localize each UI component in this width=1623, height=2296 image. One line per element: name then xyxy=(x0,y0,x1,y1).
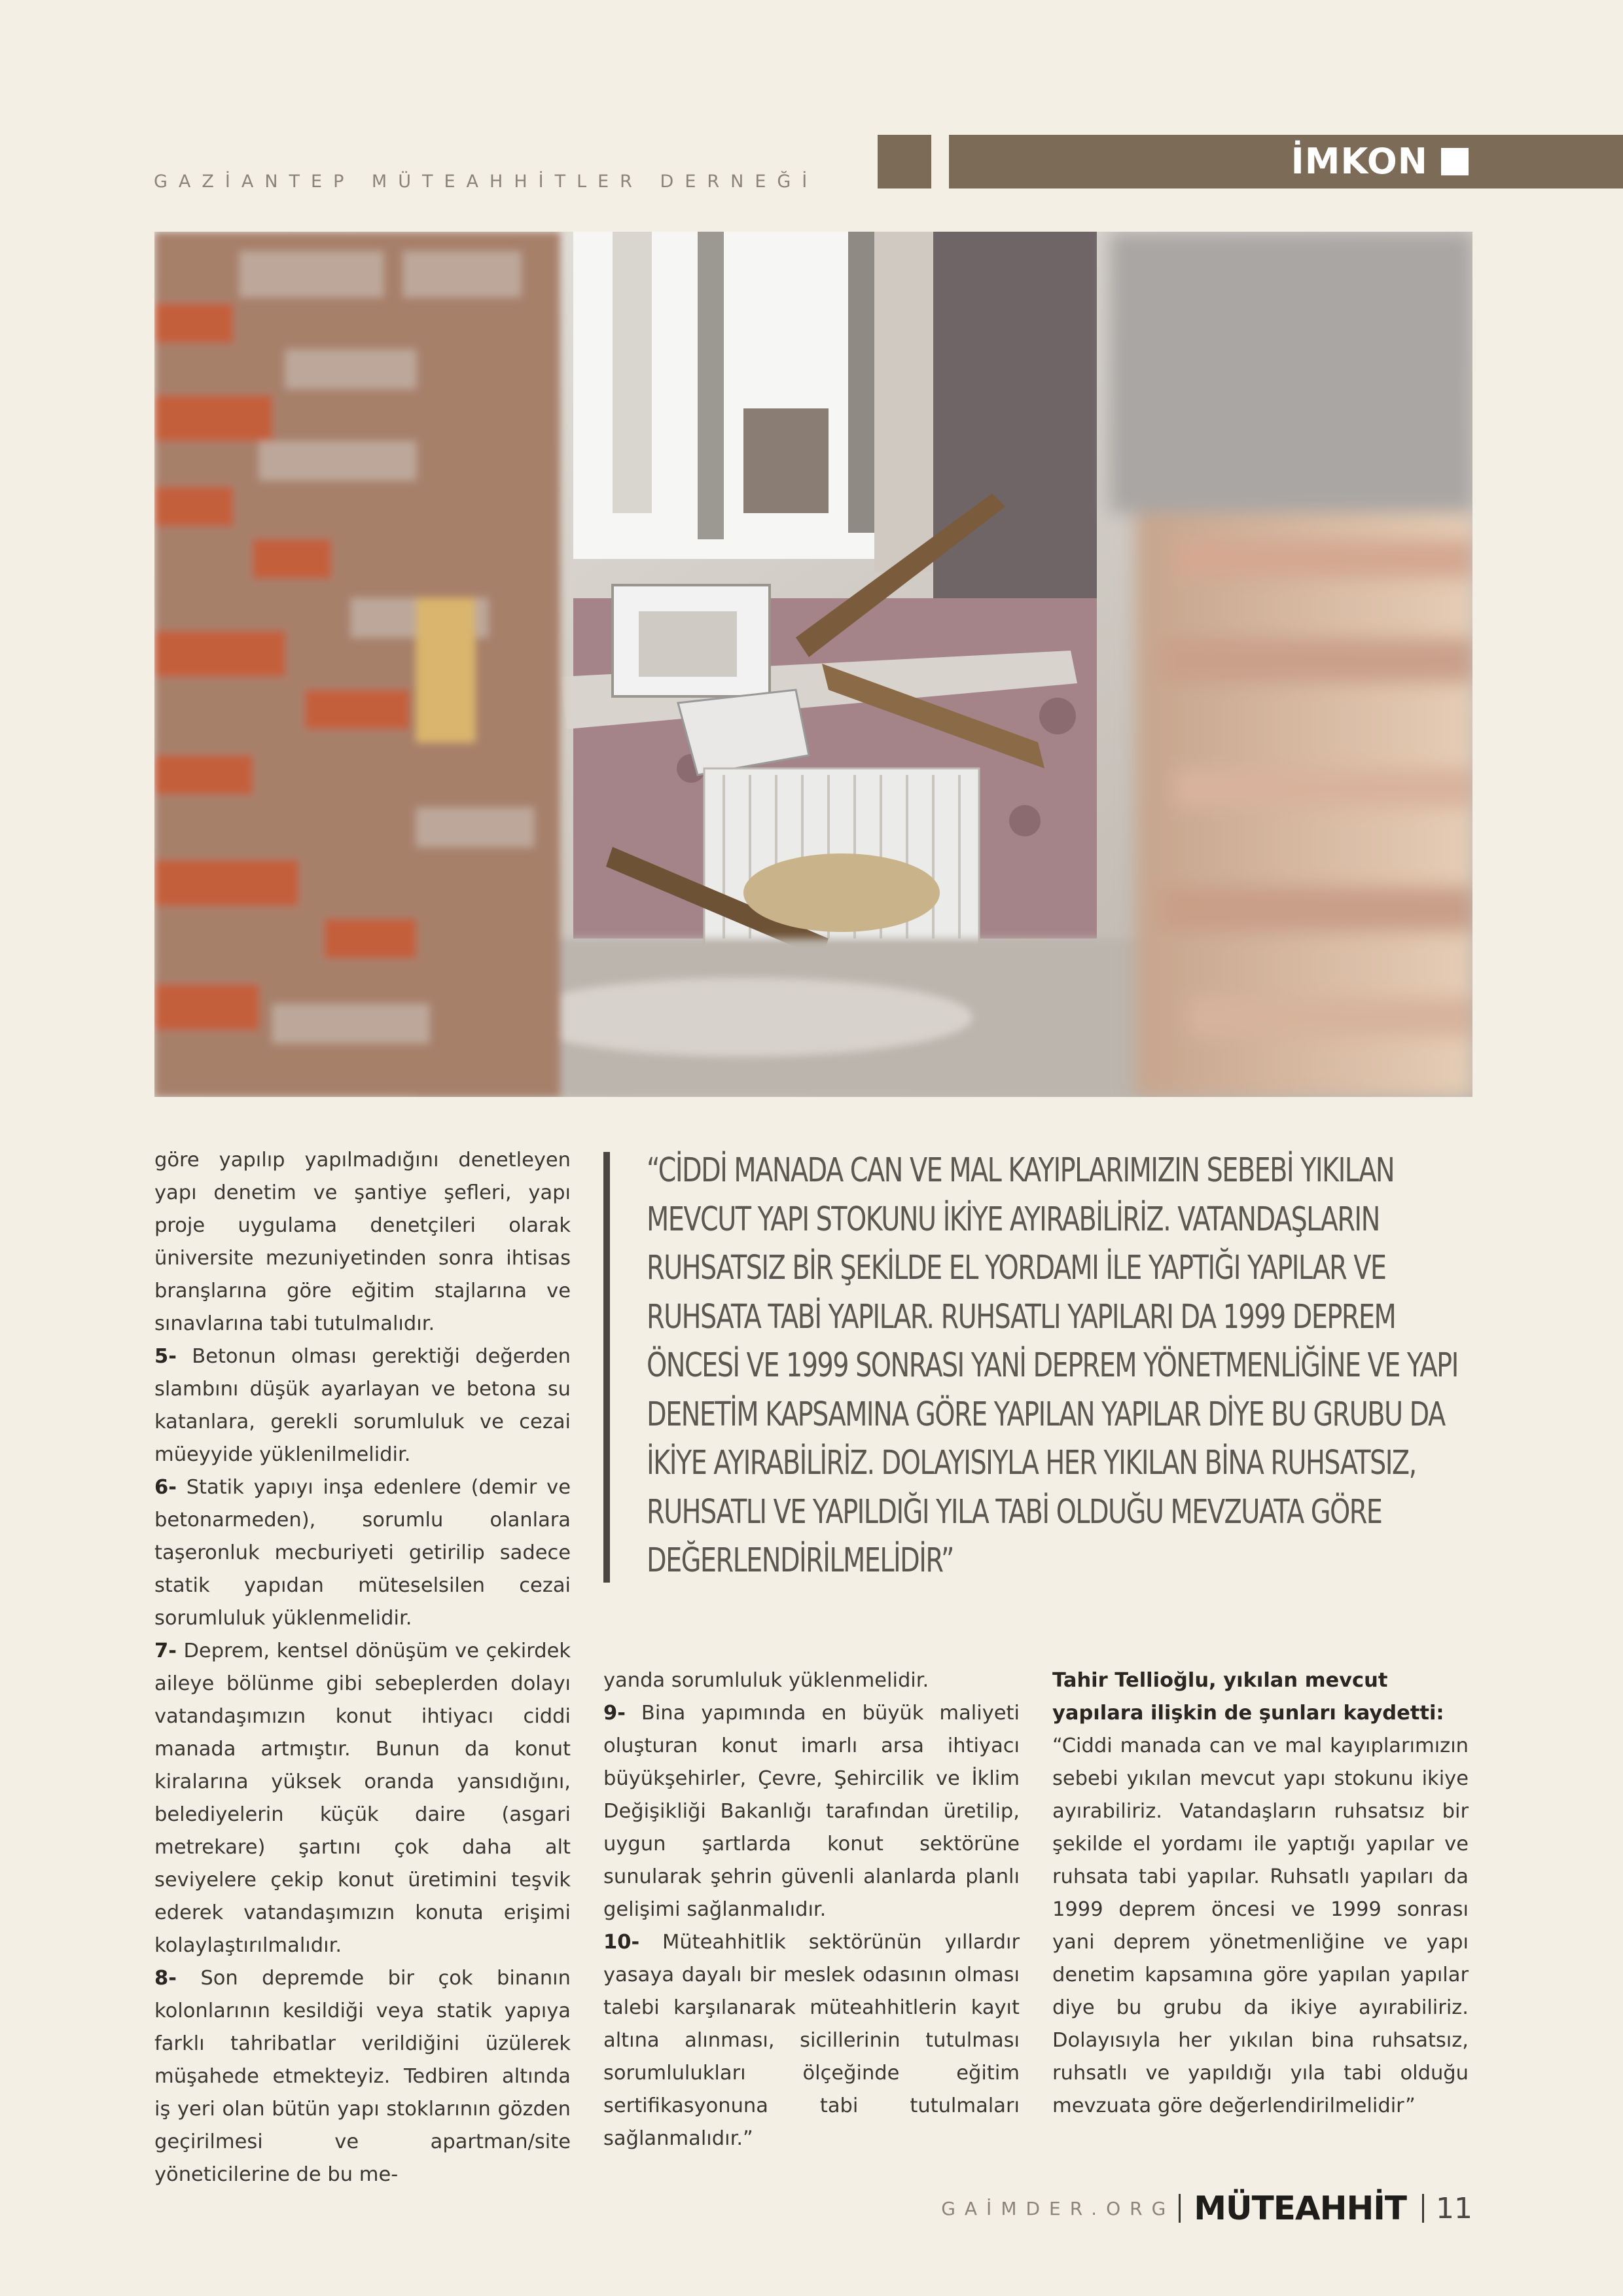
footer-divider xyxy=(1422,2194,1424,2223)
item-text: Deprem, kentsel dönüşüm ve çekirdek aileye bölünme gibi sebeplerden dolayı vatandaşımızın konut ihtiyacı ciddi manada artmıştır. Bunun da konut kiralarına yüksek oranda yansıdığını, belediyelerin küçük daire (asgari metrekare) şartını çok daha alt seviyelere çekip konut üretimini teşvik ederek vatandaşımızın konuta erişimi kolaylaştırılmalıdır. xyxy=(154,1640,571,1957)
item-number: 8- xyxy=(154,1967,177,1990)
body-column-1 xyxy=(154,1144,571,2191)
item-text: Müteahhitlik sektörünün yıllardır yasaya dayalı bir meslek odasının olması talebi karşılanarak müteahhitlerin kayıt altına alınması, sicillerinin tutulması sorumlulukları ölçeğinde eğitim sertifikasyonuna tabi tutulmaları sağlanmalıdır.” xyxy=(603,1931,1020,2150)
paragraph-item-7 xyxy=(154,1635,571,1962)
page-number: 11 xyxy=(1436,2191,1472,2225)
header-bar xyxy=(949,135,1623,188)
paragraph-item-9 xyxy=(603,1697,1020,1926)
magazine-logo: MÜTEAHHİT xyxy=(1194,2189,1406,2227)
paragraph-item-5 xyxy=(154,1340,571,1471)
item-number: 9- xyxy=(603,1702,626,1725)
paragraph: göre yapılıp yapılmadığını denetleyen yapı denetim ve şantiye şefleri, yapı proje uygulama denetçileri olarak üniversite mezuniyetinden sonra ihtisas branşlarına göre eğitim stajlarına ve sınavlarına tabi tutulmalıdır. xyxy=(154,1149,571,1335)
website-link[interactable]: GAİMDER.ORG xyxy=(941,2197,1175,2219)
brand-name: İMKON xyxy=(1291,141,1428,182)
item-text: Son depremde bir çok binanın kolonlarının kesildiği veya statik yapıya farklı tahribatlar verildiğini üzülerek müşahede etmekteyiz. Tedbiren altında iş yeri olan bütün yapı stoklarının gözden geçirilmesi ve apartman/site yöneticilerine de bu me- xyxy=(154,1967,571,2186)
association-name: GAZİANTEP MÜTEAHHİTLER DERNEĞİ xyxy=(154,171,819,192)
item-number: 6- xyxy=(154,1476,177,1499)
item-text: Betonun olması gerektiği değerden slambını düşük ayarlayan ve betona su katanlara, gerekli sorumluluk ve cezai müeyyide yüklenilmelidir. xyxy=(154,1345,571,1466)
paragraph-item-6 xyxy=(154,1471,571,1635)
page-footer xyxy=(941,2189,1472,2227)
paragraph: yanda sorumluluk yüklenmelidir. xyxy=(603,1669,929,1692)
speaker-quote: “Ciddi manada can ve mal kayıplarımızın sebebi yıkılan mevcut yapı stokunu ikiye ayırabiliriz. Vatandaşların ruhsatsız bir şekilde el yordamı ile yaptığı yapılar ve ruhsata tabi yapılar. Ruhsatlı yapıları da 1999 deprem öncesi ve 1999 sonrası yani deprem yönetmenliğine ve yapı denetim kapsamına göre yapılan yapılar diye bu grubu da ikiye ayırabiliriz. Dolayısıyla her yıkılan bina ruhsatsız, ruhsatlı ve yapıldığı yıla tabi olduğu mevzuata göre değerlendirilmelidir” xyxy=(1052,1734,1469,2117)
brand-square-icon xyxy=(1441,148,1469,175)
item-text: Bina yapımında en büyük maliyeti oluşturan konut imarlı arsa ihtiyacı büyükşehirler, Çevre, Şehircilik ve İklim Değişikliği Bakanlığı tarafından üretilip, uygun şartlarda konut sektörüne sunularak şehrin güvenli alanlarda planlı gelişimi sağlanmalıdır. xyxy=(603,1702,1020,1921)
hero-photo xyxy=(154,232,1472,1097)
brand-logo xyxy=(1291,139,1469,184)
item-number: 10- xyxy=(603,1931,640,1954)
paragraph-item-8 xyxy=(154,1962,571,2191)
speaker-lead: Tahir Tellioğlu, yıkılan mevcut yapılara ilişkin de şunları kaydetti: xyxy=(1052,1669,1444,1725)
footer-divider xyxy=(1179,2194,1181,2223)
paragraph-item-10 xyxy=(603,1926,1020,2155)
header-accent-square xyxy=(878,135,931,188)
body-column-2 xyxy=(603,1664,1020,2155)
pullquote: “CİDDİ MANADA CAN VE MAL KAYIPLARIMIZIN SEBEBİ YIKILAN MEVCUT YAPI STOKUNU İKİYE AYIRABİLİRİZ. VATANDAŞLARIN RUHSATSIZ BİR ŞEKİLDE EL YORDAMI İLE YAPTIĞI YAPILAR VE RUHSATA TABİ YAPILAR. RUHSATLI YAPILARI DA 1999 DEPREM ÖNCESİ VE 1999 SONRASI YANİ DEPREM YÖNETMENLİĞİNE VE YAPI DENETİM KAPSAMINA GÖRE YAPILAN YAPILAR DİYE BU GRUBU DA İKİYE AYIRABİLİRİZ. DOLAYISIYLA HER YIKILAN BİNA RUHSATSIZ, RUHSATLI VE YAPILDIĞI YILA TABİ OLDUĞU MEVZUATA GÖRE DEĞERLENDİRİLMELİDİR” xyxy=(647,1151,1458,1580)
item-text: Statik yapıyı inşa edenlere (demir ve betonarmeden), sorumlu olanlara taşeronluk mecburiyeti getirilip sadece statik yapıdan müteselsilen cezai sorumluluk yüklenmelidir. xyxy=(154,1476,571,1630)
pullquote-rule xyxy=(603,1152,610,1583)
item-number: 7- xyxy=(154,1640,177,1662)
body-column-3 xyxy=(1052,1664,1469,2123)
item-number: 5- xyxy=(154,1345,177,1368)
